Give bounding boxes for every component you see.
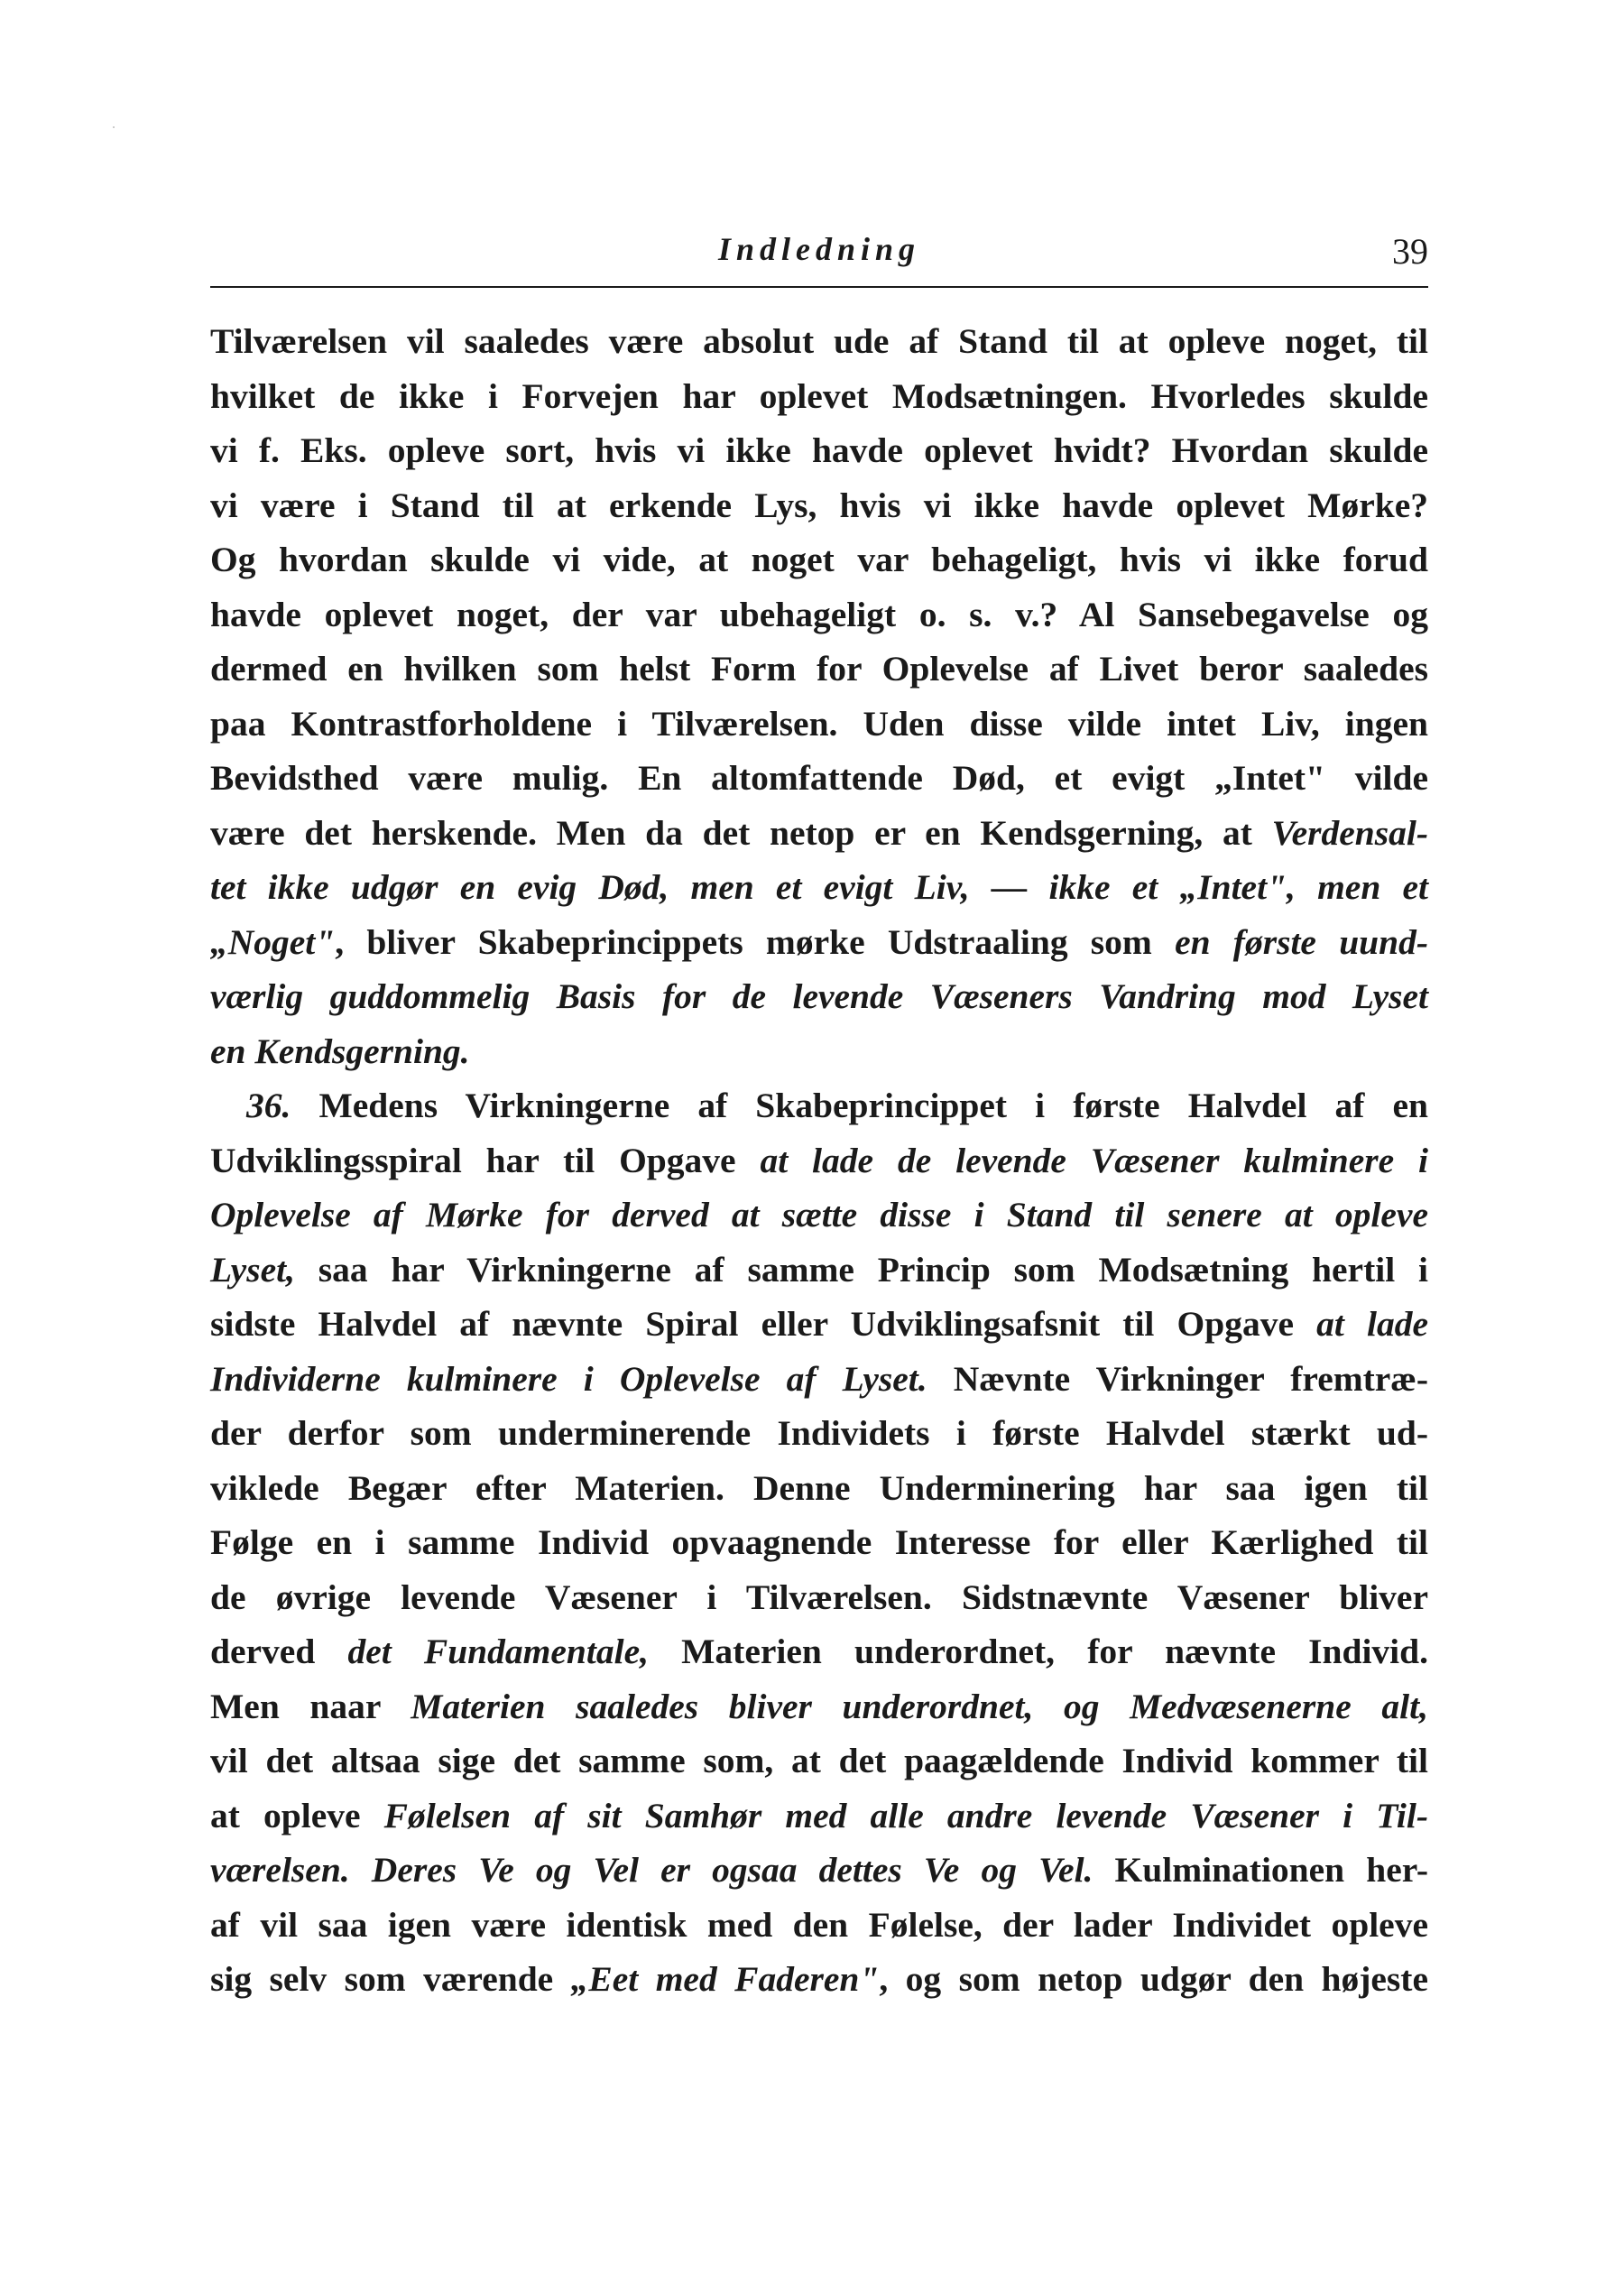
paragraph-number: 36. <box>246 1086 291 1125</box>
text-span: havde oplevet noget, der var ubehageligt o. s. v.? Al Sansebegavelse og <box>210 594 1428 634</box>
text-line <box>210 1297 1428 1352</box>
text-line <box>210 1406 1428 1461</box>
text-span: , og som netop udgør den højeste <box>879 1959 1428 1999</box>
italic-span: en første uund- <box>1175 921 1429 962</box>
text-line <box>210 478 1428 533</box>
text-line <box>210 1843 1428 1898</box>
text-line <box>210 1898 1428 1953</box>
text-span: , bliver Skabeprincippets mørke Udstraaling som <box>335 921 1176 962</box>
text-line <box>210 751 1428 806</box>
text-line <box>210 860 1428 915</box>
text-line <box>210 697 1428 752</box>
text-line <box>210 1352 1428 1407</box>
text-span: de øvrige levende Væsener i Tilværelsen. Sidstnævnte Væsener bliver <box>210 1576 1428 1617</box>
text-span: være det herskende. Men da det netop er en Kendsgerning, at <box>210 812 1272 853</box>
body-text <box>210 314 1428 2007</box>
text-span: Bevidsthed være mulig. En altomfattende Død, et evigt „Intet" vilde <box>210 758 1428 798</box>
text-span: derved <box>210 1632 348 1671</box>
text-line <box>210 915 1428 970</box>
text-span: Men naar <box>210 1686 411 1726</box>
italic-span: tet ikke udgør en evig Død, men et evigt Liv, — ikke et „Intet", men et <box>210 867 1428 907</box>
text-span: Og hvordan skulde vi vide, at noget var behageligt, hvis vi ikke forud <box>210 540 1428 579</box>
italic-span: Materien saaledes bliver underordnet, og Medvæsenerne alt, <box>411 1686 1428 1726</box>
text-span: vi være i Stand til at erkende Lys, hvis vi ikke havde oplevet Mørke? <box>210 485 1428 525</box>
text-span: Medens Virkningerne af Skabeprincippet i første Halvdel af en <box>291 1086 1428 1125</box>
italic-span: at lade de levende Væsener kulminere i <box>760 1140 1428 1180</box>
text-span: der derfor som underminerende Individets i første Halvdel stærkt ud- <box>210 1413 1428 1453</box>
text-line <box>210 642 1428 697</box>
text-span: at opleve <box>210 1795 384 1835</box>
text-span: af vil saa igen være identisk med den Følelse, der lader Individet opleve <box>210 1904 1428 1945</box>
italic-span: Verdensal- <box>1271 812 1428 853</box>
italic-span: „Eet med Faderen" <box>570 1959 880 1999</box>
text-span: Udviklingsspiral har til Opgave <box>210 1140 761 1180</box>
text-span: dermed en hvilken som helst Form for Oplevelse af Livet beror saaledes <box>210 649 1428 689</box>
italic-span: Følelsen af sit Samhør med alle andre levende Væsener i Til- <box>383 1795 1428 1835</box>
italic-span: Oplevelse af Mørke for derved at sætte disse i Stand til senere at opleve <box>210 1195 1428 1234</box>
header-rule <box>210 286 1428 288</box>
running-title: Indledning <box>717 231 921 267</box>
italic-span: værlig guddommelig Basis for de levende Væseners Vandring mod Lyset <box>210 976 1428 1016</box>
text-line <box>210 1734 1428 1789</box>
running-head <box>210 230 1428 284</box>
text-line <box>210 1679 1428 1734</box>
text-span: viklede Begær efter Materien. Denne Underminering har saa igen til <box>210 1467 1428 1508</box>
italic-span: Individerne kulminere i Oplevelse af Lyset. <box>210 1358 927 1399</box>
italic-span: at lade <box>1316 1304 1428 1344</box>
italic-span: det Fundamentale, <box>347 1632 649 1671</box>
text-span: Følge en i samme Individ opvaagnende Interesse for eller Kærlighed til <box>210 1522 1428 1562</box>
text-line <box>210 1461 1428 1516</box>
text-span: sidste Halvdel af nævnte Spiral eller Udviklingsafsnit til Opgave <box>210 1304 1317 1344</box>
text-span: vi f. Eks. opleve sort, hvis vi ikke havde oplevet hvidt? Hvordan skulde <box>210 430 1428 470</box>
italic-span: Lyset, <box>210 1249 295 1290</box>
text-span: Materien underordnet, for nævnte Individ. <box>648 1632 1428 1671</box>
text-line <box>210 314 1428 369</box>
text-span: Tilværelsen vil saaledes være absolut ude af Stand til at opleve noget, til <box>210 321 1428 361</box>
text-line <box>210 1952 1428 2007</box>
text-line <box>210 532 1428 587</box>
text-line <box>210 1789 1428 1844</box>
text-line <box>210 969 1428 1024</box>
text-line <box>210 806 1428 861</box>
text-line <box>210 1243 1428 1298</box>
text-span: hvilket de ikke i Forvejen har oplevet Modsætningen. Hvorledes skulde <box>210 375 1428 416</box>
text-span: Nævnte Virkninger fremtræ- <box>927 1358 1428 1399</box>
italic-span: en Kendsgerning. <box>210 1031 470 1071</box>
paper-speck <box>113 126 115 128</box>
italic-span: „Noget" <box>210 921 336 962</box>
text-line <box>210 1024 1428 1079</box>
italic-span: værelsen. Deres Ve og Vel er ogsaa dettes Ve og Vel. <box>210 1850 1093 1890</box>
page-number: 39 <box>1392 231 1428 272</box>
text-line <box>210 423 1428 478</box>
text-line <box>210 1188 1428 1243</box>
text-span: saa har Virkningerne af samme Princip som Modsætning hertil i <box>294 1249 1428 1290</box>
text-span: Kulminationen her- <box>1093 1850 1428 1890</box>
text-line <box>210 587 1428 643</box>
text-line <box>210 1515 1428 1570</box>
text-span: vil det altsaa sige det samme som, at det paagældende Individ kommer til <box>210 1741 1428 1780</box>
text-line <box>210 1133 1428 1188</box>
text-span: paa Kontrastforholdene i Tilværelsen. Uden disse vilde intet Liv, ingen <box>210 703 1428 744</box>
text-line <box>210 1624 1428 1679</box>
text-line <box>210 1570 1428 1625</box>
text-line <box>210 369 1428 424</box>
text-span: sig selv som værende <box>210 1959 571 1999</box>
text-line <box>210 1078 1428 1133</box>
